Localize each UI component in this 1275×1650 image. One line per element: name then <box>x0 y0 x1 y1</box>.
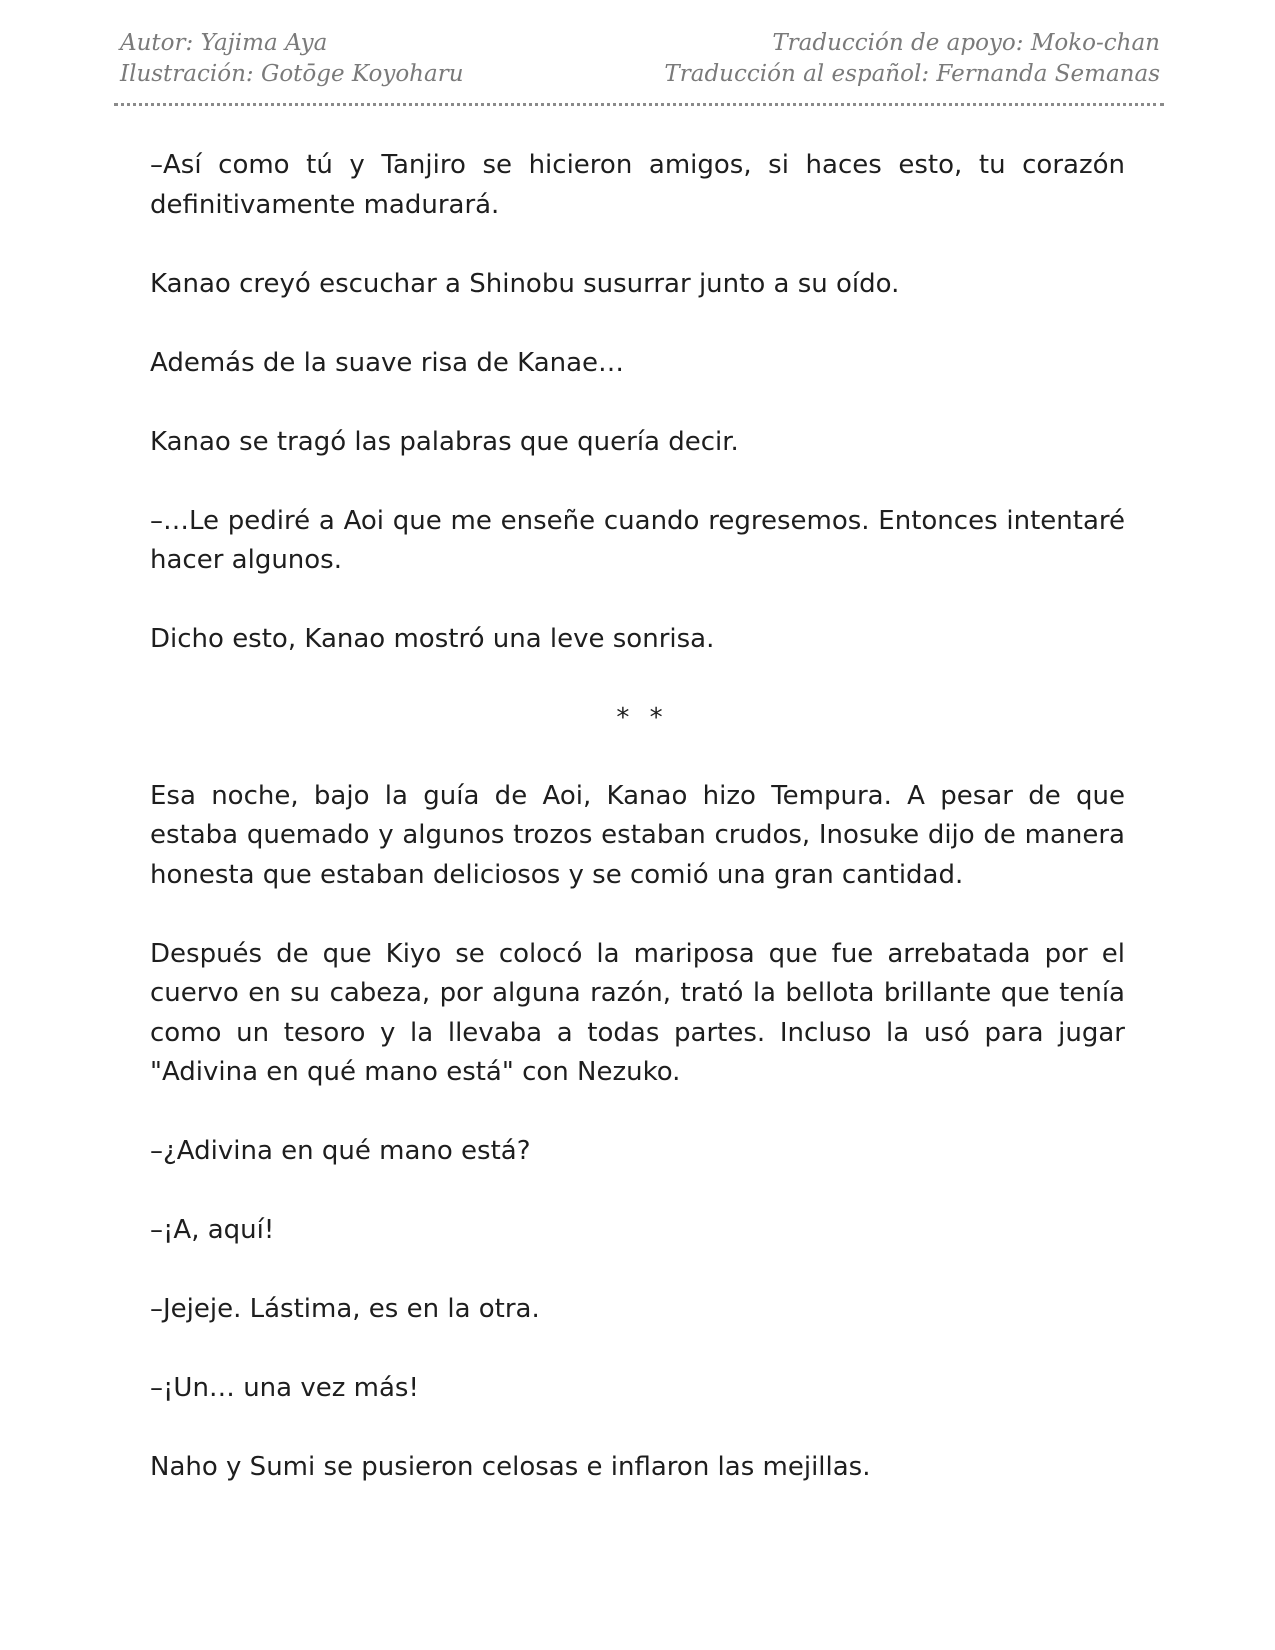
paragraph: –¡Un… una vez más! <box>150 1373 419 1403</box>
paragraph: Kanao creyó escuchar a Shinobu susurrar junto a su oído. <box>150 268 900 299</box>
paragraph: Dicho esto, Kanao mostró una leve sonrisa. <box>150 624 715 654</box>
header-divider <box>114 103 1164 106</box>
scene-break: * * <box>616 703 669 733</box>
page-header <box>120 28 1160 90</box>
spanish-translation-credit: Traducción al español: Fernanda Semanas <box>664 61 1160 87</box>
author-credit: Autor: Yajima Aya <box>120 30 328 56</box>
body-text <box>150 146 1125 1527</box>
paragraph: –¡A, aquí! <box>150 1215 275 1245</box>
paragraph: Kanao se tragó las palabras que quería decir. <box>150 426 739 457</box>
illustration-credit: Ilustración: Gotōge Koyoharu <box>120 61 464 87</box>
paragraph: –…Le pediré a Aoi que me enseñe cuando regresemos. Entonces intentaré hacer algunos. <box>150 505 1125 575</box>
paragraph: –¿Adivina en qué mano está? <box>150 1136 531 1166</box>
paragraph: Naho y Sumi se pusieron celosas e inflaron las mejillas. <box>150 1452 871 1482</box>
support-translation-credit: Traducción de apoyo: Moko-chan <box>772 30 1160 56</box>
paragraph: Además de la suave risa de Kanae… <box>150 347 625 378</box>
paragraph: –Así como tú y Tanjiro se hicieron amigos, si haces esto, tu corazón definitivamente madurará. <box>150 150 1125 220</box>
paragraph: Después de que Kiyo se colocó la mariposa que fue arrebatada por el cuervo en su cabeza, por alguna razón, trató la bellota brillante que tenía como un tesoro y la llevaba a todas partes. Incluso la usó para jugar "Adivina en qué mano está" con Nezuko. <box>150 938 1125 1087</box>
header-row-2 <box>120 59 1160 90</box>
header-row-1 <box>120 28 1160 59</box>
paragraph: Esa noche, bajo la guía de Aoi, Kanao hizo Tempura. A pesar de que estaba quemado y algunos trozos estaban crudos, Inosuke dijo de manera honesta que estaban deliciosos y se comió una gran cantidad. <box>150 780 1125 890</box>
paragraph: –Jejeje. Lástima, es en la otra. <box>150 1294 540 1324</box>
